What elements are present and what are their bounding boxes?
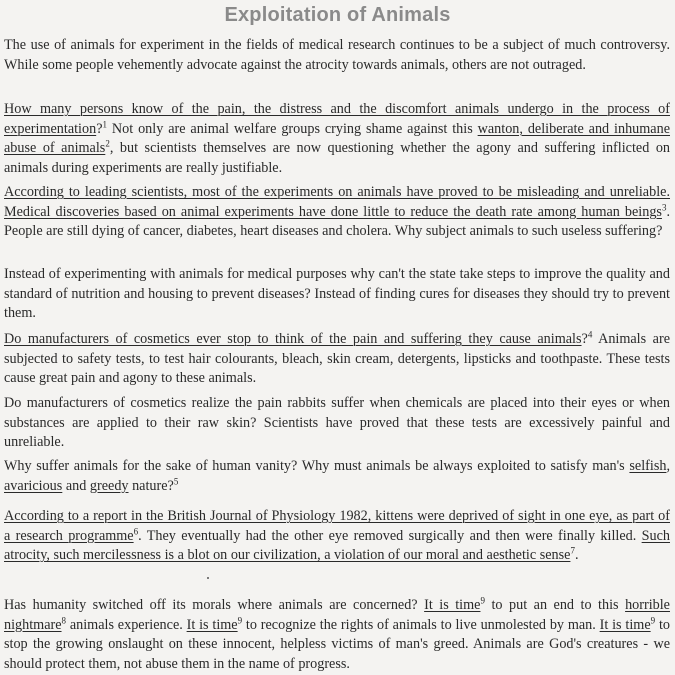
underlined-word: greedy bbox=[89, 477, 129, 494]
scan-speck bbox=[207, 577, 209, 579]
footnote-marker: 8 bbox=[61, 614, 67, 625]
footnote-marker: 9 bbox=[237, 614, 243, 625]
paragraph-6: Do manufacturers of cosmetics realize the pain rabbits suffer when chemicals are placed into their eyes or when substances are applied to their raw skin? Scientists have proved that these tests are excessively painful and unreliable. bbox=[4, 395, 670, 450]
text-run: Has humanity switched off its morals where animals are concerned? bbox=[4, 597, 425, 613]
text-run: ? bbox=[581, 331, 588, 347]
footnote-marker: 9 bbox=[480, 595, 485, 606]
underlined-phrase: It is time bbox=[186, 616, 238, 633]
page-title: Exploitation of Animals bbox=[224, 4, 451, 26]
footnote-marker: 4 bbox=[587, 329, 593, 340]
text-run: Not only are animal welfare groups crying shame against this bbox=[107, 120, 478, 137]
text-run: , but scientists themselves are now questioning whether the agony and suffering inflicted on animals during experiments are really justifiable. bbox=[4, 140, 671, 176]
underlined-word: selfish bbox=[629, 458, 667, 474]
underlined-word: avaricious bbox=[4, 477, 63, 494]
paragraph-2 bbox=[4, 100, 670, 178]
footnote-marker: 3 bbox=[661, 201, 667, 212]
text-run: . bbox=[574, 547, 579, 563]
footnote-marker: 9 bbox=[650, 614, 656, 625]
text-run: animals experience. bbox=[66, 616, 187, 633]
footnote-marker: 7 bbox=[570, 545, 575, 556]
text-run: nature? bbox=[128, 477, 174, 494]
paragraph-9 bbox=[4, 596, 670, 674]
text-run: and bbox=[62, 477, 90, 494]
text-run: Animals are subjected to safety tests, to test hair colourants, bleach, skin cream, detergents, lipsticks and toothpaste. These tests cause great pain and agony to these animals. bbox=[4, 331, 670, 386]
underlined-phrase: horrible nightmare bbox=[4, 597, 670, 633]
underlined-phrase: Do manufacturers of cosmetics ever stop to think of the pain and suffering they cause animals bbox=[4, 331, 582, 347]
underlined-phrase: According to leading scientists, most of the experiments on animals have proved to be misleading and unreliable. Medical discoveries based on animal experiments have done little to reduce the death rate among human beings bbox=[4, 184, 670, 220]
paragraph-7 bbox=[4, 457, 670, 496]
paragraph-5 bbox=[4, 330, 670, 389]
underlined-phrase: It is time bbox=[599, 616, 651, 633]
underlined-phrase: How many persons know of the pain, the distress and the discomfort animals undergo in the process of experimentation bbox=[4, 101, 670, 137]
footnote-marker: 1 bbox=[102, 118, 107, 129]
underlined-phrase: According to a report in the British Journal of Physiology 1982, kittens were deprived of sight in one eye, as part of a research programme bbox=[4, 508, 670, 544]
text-run: to put an end to this bbox=[484, 597, 626, 613]
text-run: . They eventually had the other eye removed surgically and then were finally killed. bbox=[138, 527, 642, 544]
paragraph-3 bbox=[4, 183, 670, 242]
text-run: , bbox=[666, 458, 670, 474]
text-run: to recognize the rights of animals to live unmolested by man. bbox=[242, 616, 600, 633]
text-run: ? bbox=[96, 120, 103, 137]
text-run: Why suffer animals for the sake of human vanity? Why must animals be always exploited to satisfy man's bbox=[4, 458, 630, 474]
paragraph-1: The use of animals for experiment in the fields of medical research continues to be a subject of much controversy. While some people vehemently advocate against the atrocity towards animals, others are not outraged. bbox=[4, 37, 670, 73]
text-run: to stop the growing onslaught on these innocent, helpless victims of man's greed. Animals are God's creatures - we should protect them, not abuse them in the name of progress. bbox=[4, 616, 670, 672]
underlined-phrase: wanton, deliberate and inhumane abuse of animals bbox=[4, 120, 670, 156]
footnote-marker: 2 bbox=[105, 138, 110, 149]
text-run: . People are still dying of cancer, diabetes, heart diseases and cholera. Why subject animals to such useless suffering? bbox=[4, 203, 670, 239]
footnote-marker: 5 bbox=[173, 475, 179, 486]
paragraph-4: Instead of experimenting with animals for medical purposes why can't the state take steps to improve the quality and standard of nutrition and housing to prevent diseases? Instead of finding cures for diseases they should try to prevent them. bbox=[4, 266, 670, 321]
paragraph-8 bbox=[4, 507, 670, 566]
underlined-phrase: Such atrocity, such mercilessness is a blot on our civilization, a violation of our moral and aesthetic sense bbox=[4, 527, 670, 563]
footnote-marker: 6 bbox=[133, 525, 139, 536]
underlined-phrase: It is time bbox=[424, 597, 481, 613]
